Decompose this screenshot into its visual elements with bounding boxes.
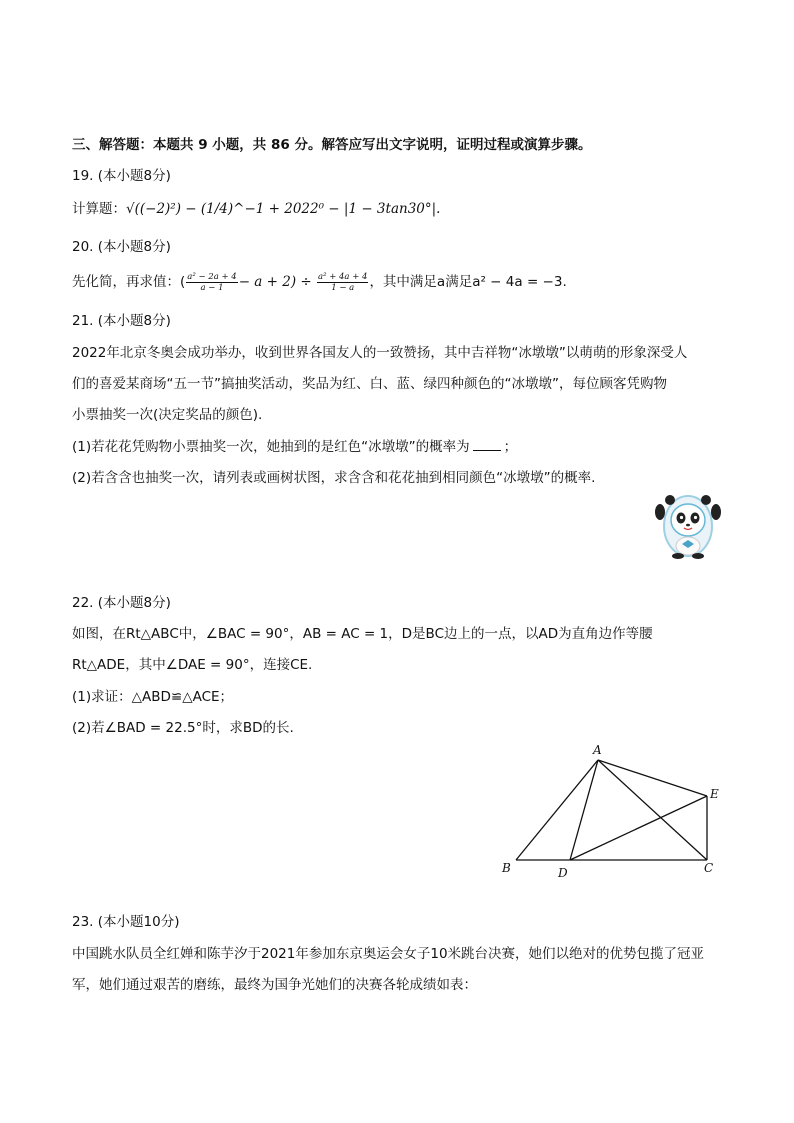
q20-suffix: ，其中满足a满足a² − 4a = −3. (369, 274, 567, 290)
q19-header: 19. (本小题8分) (72, 168, 171, 184)
q21-line-2: 们的喜爱某商场“五一节”搞抽奖活动，奖品为红、白、蓝、绿四种颜色的“冰墩墩”，每位顾客凭购物 (72, 376, 667, 392)
q20-frac2-denominator: 1 − a (331, 282, 355, 293)
q21-line-1: 2022年北京冬奥会成功举办，收到世界各国友人的一致赞扬，其中吉祥物“冰墩墩”以萌萌的形象深受人 (72, 345, 688, 361)
q19-prefix: 计算题： (72, 201, 126, 217)
q22-line-1: 如图，在Rt△ABC中，∠BAC = 90°，AB = AC = 1，D是BC边上的一点，以AD为直角边作等腰 (72, 626, 653, 642)
segment-AB (516, 760, 598, 860)
section-heading: 三、解答题：本题共 9 小题，共 86 分。解答应写出文字说明，证明过程或演算步骤。 (72, 137, 592, 153)
segment-DE (570, 796, 707, 860)
q22-header: 22. (本小题8分) (72, 595, 171, 611)
segment-AE (598, 760, 707, 796)
q21-part-1-text: (1)若花花凭购物小票抽奖一次，她抽到的是红色“冰墩墩”的概率为 (72, 439, 470, 455)
bing-dwen-dwen-mascot-icon (652, 490, 724, 560)
q21-part-1-end: ； (503, 439, 518, 455)
triangle-figure (500, 740, 730, 880)
q23-header: 23. (本小题10分) (72, 914, 180, 930)
q20-fraction-2 (317, 272, 368, 293)
q22-part-1: (1)求证：△ABD≌△ACE； (72, 689, 234, 705)
q19-body (72, 200, 440, 218)
q20-prefix: 先化简，再求值：( (72, 274, 186, 290)
label-C: C (704, 861, 714, 875)
q21-line-3: 小票抽奖一次(决定奖品的颜色). (72, 407, 263, 423)
q22-part-2: (2)若∠BAD = 22.5°时，求BD的长. (72, 720, 294, 736)
q20-fraction-1 (186, 272, 237, 293)
q21-header: 21. (本小题8分) (72, 313, 171, 329)
q20-frac2-numerator: a² + 4a + 4 (318, 271, 368, 282)
q21-part-1 (72, 438, 517, 456)
q20-frac1-denominator: a − 1 (200, 282, 224, 293)
q20-middle: − a + 2) ÷ (238, 274, 312, 290)
label-B: B (502, 861, 511, 875)
q23-line-2: 军，她们通过艰苦的磨练，最终为国争光她们的决赛各轮成绩如表： (72, 977, 477, 993)
answer-blank (473, 450, 501, 451)
q22-line-2: Rt△ADE，其中∠DAE = 90°，连接CE. (72, 657, 313, 673)
q19-expression: √((−2)²) − (1/4)^−1 + 2022⁰ − |1 − 3tan30°|. (126, 201, 441, 217)
segment-AD (570, 760, 598, 860)
q20-header: 20. (本小题8分) (72, 239, 171, 255)
q20-body (72, 270, 567, 294)
q20-frac1-numerator: a² − 2a + 4 (187, 271, 237, 282)
label-A: A (593, 743, 602, 757)
segment-AC (598, 760, 707, 860)
label-D: D (558, 866, 568, 880)
q21-part-2: (2)若含含也抽奖一次，请列表或画树状图，求含含和花花抽到相同颜色“冰墩墩”的概率. (72, 470, 596, 486)
q23-line-1: 中国跳水队员全红婵和陈芋汐于2021年参加东京奥运会女子10米跳台决赛，她们以绝对的优势包揽了冠亚 (72, 946, 705, 962)
label-E: E (710, 787, 719, 801)
